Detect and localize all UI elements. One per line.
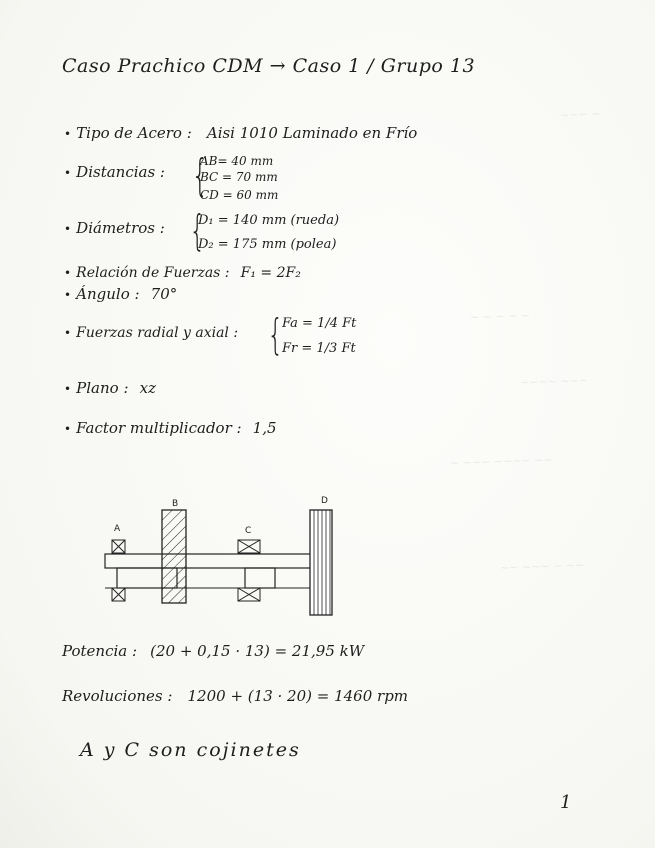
fuerza-fr: Fr = 1/3 Ft <box>282 341 356 356</box>
bleed-through-mark: ~~ ~~~ ~ ~~ <box>499 558 585 575</box>
label-c: C <box>245 526 252 536</box>
revoluciones-expr: 1200 + (13 · 20) = 1460 rpm <box>187 687 409 705</box>
revoluciones-line <box>62 686 408 705</box>
distancias-label: Distancias : <box>76 163 165 181</box>
relacion-value: F₁ = 2F₂ <box>240 265 301 281</box>
bullet: • <box>64 127 72 141</box>
diametro-d1: D₁ = 140 mm (rueda) <box>198 213 340 228</box>
distancia-ab: AB= 40 mm <box>200 154 274 168</box>
label-b: B <box>172 499 179 509</box>
relacion-line <box>64 262 301 281</box>
fuerzas-label: Fuerzas radial y axial : <box>76 325 239 341</box>
bullet: • <box>64 266 72 280</box>
brace: { <box>191 150 209 201</box>
angulo-value: 70° <box>150 285 178 303</box>
bullet: • <box>64 326 72 340</box>
bullet: • <box>64 288 72 302</box>
plano-line <box>64 378 156 397</box>
shaft <box>105 554 330 588</box>
fuerza-fa: Fa = 1/4 Ft <box>282 316 357 331</box>
brace: { <box>189 206 206 255</box>
page-title: Caso Prachico CDM → Caso 1 / Grupo 13 <box>62 55 476 77</box>
tipo-acero-value: Aisi 1010 Laminado en Frío <box>206 124 418 142</box>
potencia-expr: (20 + 0,15 · 13) = 21,95 kW <box>150 642 365 660</box>
bullet: • <box>64 222 72 236</box>
label-d: D <box>321 496 328 506</box>
fuerzas-line <box>64 322 238 341</box>
angulo-line <box>64 284 177 303</box>
brace: { <box>267 310 284 359</box>
bleed-through-mark: ~~~~ ~~~ <box>519 373 589 390</box>
factor-line <box>64 418 277 437</box>
relacion-label: Relación de Fuerzas : <box>76 265 230 281</box>
potencia-line <box>62 641 364 660</box>
bearing-a <box>112 540 125 601</box>
bleed-through-mark: ~~~ ~ <box>559 107 601 122</box>
tipo-acero-label: Tipo de Acero : <box>76 124 192 142</box>
diametros-line <box>64 218 165 237</box>
bearings-note: A y C son cojinetes <box>80 739 301 761</box>
plano-value: xz <box>139 379 156 397</box>
plano-label: Plano : <box>76 379 129 397</box>
bullet: • <box>64 166 72 180</box>
bullet: • <box>64 382 72 396</box>
gear-b <box>162 510 186 603</box>
shaft-diagram <box>95 488 355 623</box>
bleed-through-mark: ~ ~ ~ ~ ~ <box>469 308 531 325</box>
distancias-line <box>64 162 165 181</box>
angulo-label: Ángulo : <box>76 285 140 303</box>
potencia-label: Potencia : <box>62 642 138 660</box>
tipo-acero-line <box>64 123 417 142</box>
diametros-label: Diámetros : <box>76 219 165 237</box>
bearing-c <box>238 540 260 601</box>
factor-label: Factor multiplicador : <box>76 419 242 437</box>
page-number: 1 <box>560 792 572 813</box>
bleed-through-mark: ~ ~~~ ~~~~ ~~ <box>449 453 553 470</box>
revoluciones-label: Revoluciones : <box>62 687 173 705</box>
bullet: • <box>64 422 72 436</box>
distancia-cd: CD = 60 mm <box>200 188 279 202</box>
label-a: A <box>114 524 121 534</box>
factor-value: 1,5 <box>252 419 277 437</box>
diametro-d2: D₂ = 175 mm (polea) <box>198 237 337 252</box>
pulley-d <box>310 510 332 615</box>
distancia-bc: BC = 70 mm <box>200 170 278 184</box>
